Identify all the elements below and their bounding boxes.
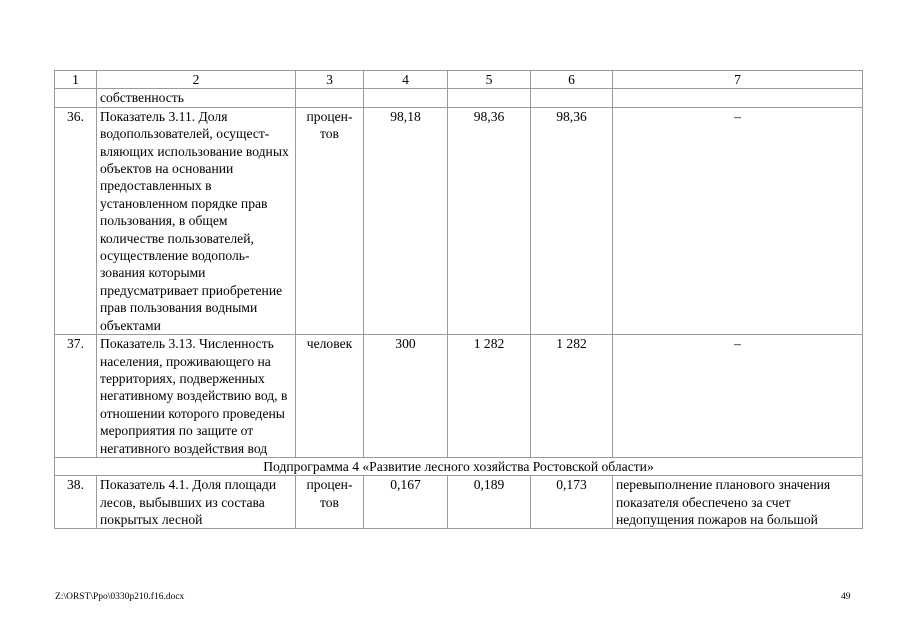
col-header-1: 1 [55,71,97,89]
continuation-num-cell [55,89,97,107]
indicator-name: Показатель 3.11. Доля водопользователей, осущест-вляющих использование водных объектов на основании предоставленных в установленном порядке прав пользования, в общем количестве пользователей, осуществление водополь-зования которыми предусматривает приобретение прав пользования водными объектами [97,107,296,334]
subprogram-title: Подпрограмма 4 «Развитие лесного хозяйства Ростовской области» [55,457,863,475]
continuation-cell-4 [364,89,448,107]
value-col6: 98,36 [531,107,613,334]
column-number-header-row [55,71,863,89]
value-col6: 1 282 [531,335,613,458]
note-text: перевыполнение планового значения показателя обеспечено за счет недопущения пожаров на большой [616,477,831,528]
note-cell: – [613,335,863,458]
col-header-2: 2 [97,71,296,89]
value-col6: 0,173 [531,476,613,529]
value-col5: 98,36 [448,107,531,334]
value-col5: 0,189 [448,476,531,529]
indicator-name: Показатель 3.13. Численность населения, проживающего на территориях, подверженных негативному воздействию вод, в отношении которого проведены мероприятия по защите от негативного воздействия вод [97,335,296,458]
indicator-name-text: Показатель 4.1. Доля площади лесов, выбывших из состава покрытых лесной [100,477,277,528]
continuation-row [55,89,863,107]
continuation-cell-3 [296,89,364,107]
col-header-3: 3 [296,71,364,89]
value-col5: 1 282 [448,335,531,458]
table-row [55,335,863,458]
note-cell [613,476,863,529]
footer-file-path: Z:\ORST\Ppo\0330p210.f16.docx [55,592,185,602]
table-row [55,476,863,529]
value-col4: 300 [364,335,448,458]
col-header-6: 6 [531,71,613,89]
note-cell: – [613,107,863,334]
indicator-table [54,70,863,529]
unit-cell: процен-тов [296,476,364,529]
continuation-text: собственность [97,89,296,107]
continuation-cell-6 [531,89,613,107]
col-header-5: 5 [448,71,531,89]
row-number: 38. [55,476,97,529]
col-header-4: 4 [364,71,448,89]
unit-cell: процен-тов [296,107,364,334]
table-row [55,107,863,334]
continuation-cell-5 [448,89,531,107]
col-header-7: 7 [613,71,863,89]
subprogram-row [55,457,863,475]
indicator-name [97,476,296,529]
value-col4: 0,167 [364,476,448,529]
continuation-cell-7 [613,89,863,107]
page-number: 49 [841,592,851,602]
unit-cell: человек [296,335,364,458]
row-number: 37. [55,335,97,458]
value-col4: 98,18 [364,107,448,334]
row-number: 36. [55,107,97,334]
